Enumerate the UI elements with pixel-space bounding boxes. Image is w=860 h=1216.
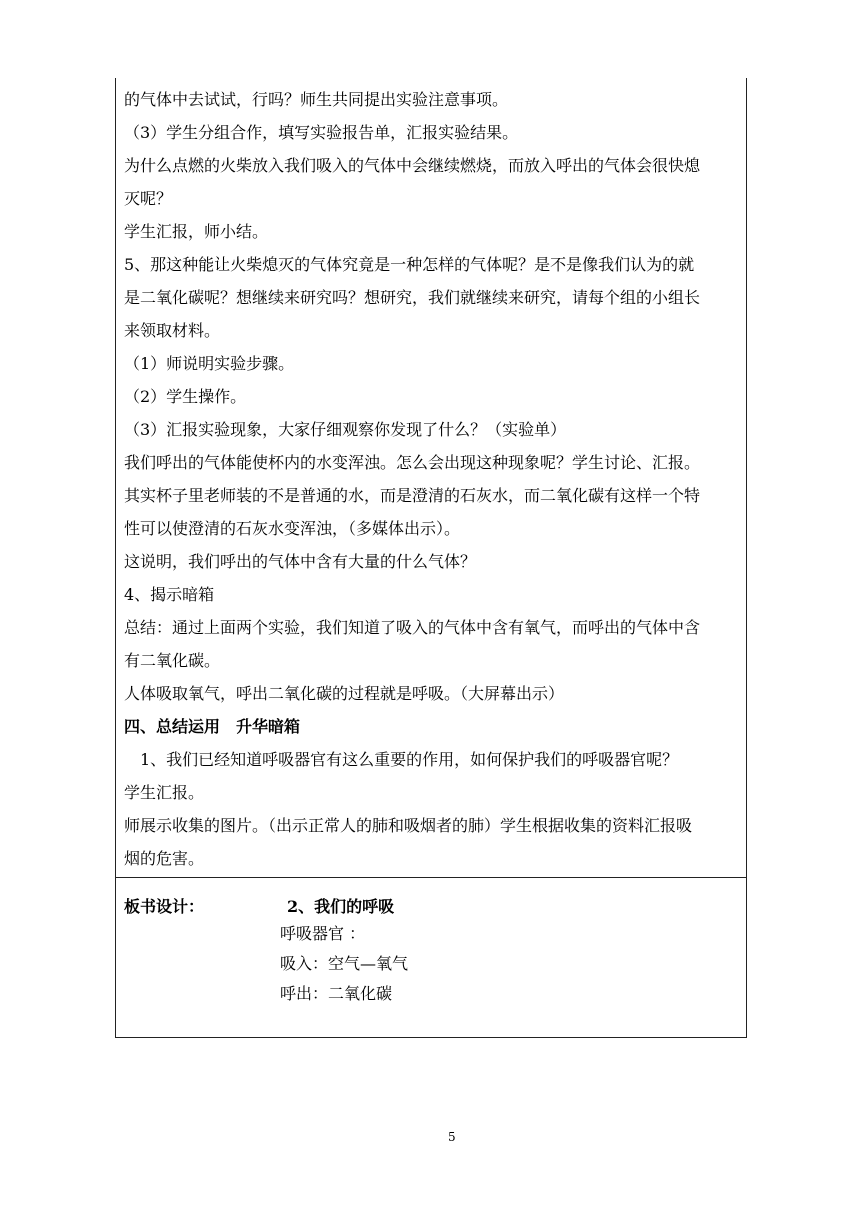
text-line: 是二氧化碳呢？想继续来研究吗？想研究，我们就继续来研究，请每个组的小组长 <box>124 288 701 307</box>
text-line: （1）师说明实验步骤。 <box>124 354 295 373</box>
text-line: 其实杯子里老师装的不是普通的水，而是澄清的石灰水，而二氧化碳有这样一个特 <box>124 486 701 505</box>
section-heading: 四、总结运用 升华暗箱 <box>124 717 301 736</box>
board-line: 呼出：二氧化碳 <box>280 984 393 1003</box>
text-line: 的气体中去试试，行吗？师生共同提出实验注意事项。 <box>124 90 509 109</box>
text-line: 性可以使澄清的石灰水变浑浊，（多媒体出示）。 <box>124 519 461 538</box>
text-line: 有二氧化碳。 <box>124 651 221 670</box>
lesson-content-cell <box>115 78 747 878</box>
text-line: 来领取材料。 <box>124 321 221 340</box>
text-line: （3）汇报实验现象，大家仔细观察你发现了什么？（实验单） <box>124 420 567 439</box>
text-line: 5、那这种能让火柴熄灭的气体究竟是一种怎样的气体呢？是不是像我们认为的就 <box>124 255 695 274</box>
text-line: 这说明，我们呼出的气体中含有大量的什么气体？ <box>124 552 477 571</box>
page-number: 5 <box>448 1130 456 1144</box>
board-line: 吸入：空气—氧气 <box>280 954 409 973</box>
text-line: 学生汇报。 <box>124 783 205 802</box>
text-line: 灭呢？ <box>124 189 173 208</box>
board-design-cell <box>115 877 747 1038</box>
text-line: 我们呼出的气体能使杯内的水变浑浊。怎么会出现这种现象呢？学生讨论、汇报。 <box>124 453 701 472</box>
text-line: 烟的危害。 <box>124 849 205 868</box>
text-line: 人体吸取氧气，呼出二氧化碳的过程就是呼吸。（大屏幕出示） <box>124 684 565 703</box>
text-line: 为什么点燃的火柴放入我们吸入的气体中会继续燃烧，而放入呼出的气体会很快熄 <box>124 156 701 175</box>
text-line: 1、我们已经知道呼吸器官有这么重要的作用，如何保护我们的呼吸器官呢？ <box>140 750 679 769</box>
board-design-title: 2、我们的呼吸 <box>287 897 395 916</box>
text-line: （3）学生分组合作，填写实验报告单，汇报实验结果。 <box>124 123 519 142</box>
text-line: 4、揭示暗箱 <box>124 585 215 604</box>
text-line: 师展示收集的图片。（出示正常人的肺和吸烟者的肺）学生根据收集的资料汇报吸 <box>124 816 693 835</box>
text-line: （2）学生操作。 <box>124 387 247 406</box>
board-line: 呼吸器官 ： <box>280 924 366 943</box>
text-line: 学生汇报，师小结。 <box>124 222 269 241</box>
text-line: 总结：通过上面两个实验，我们知道了吸入的气体中含有氧气，而呼出的气体中含 <box>124 618 701 637</box>
board-design-label: 板书设计： <box>124 897 205 916</box>
